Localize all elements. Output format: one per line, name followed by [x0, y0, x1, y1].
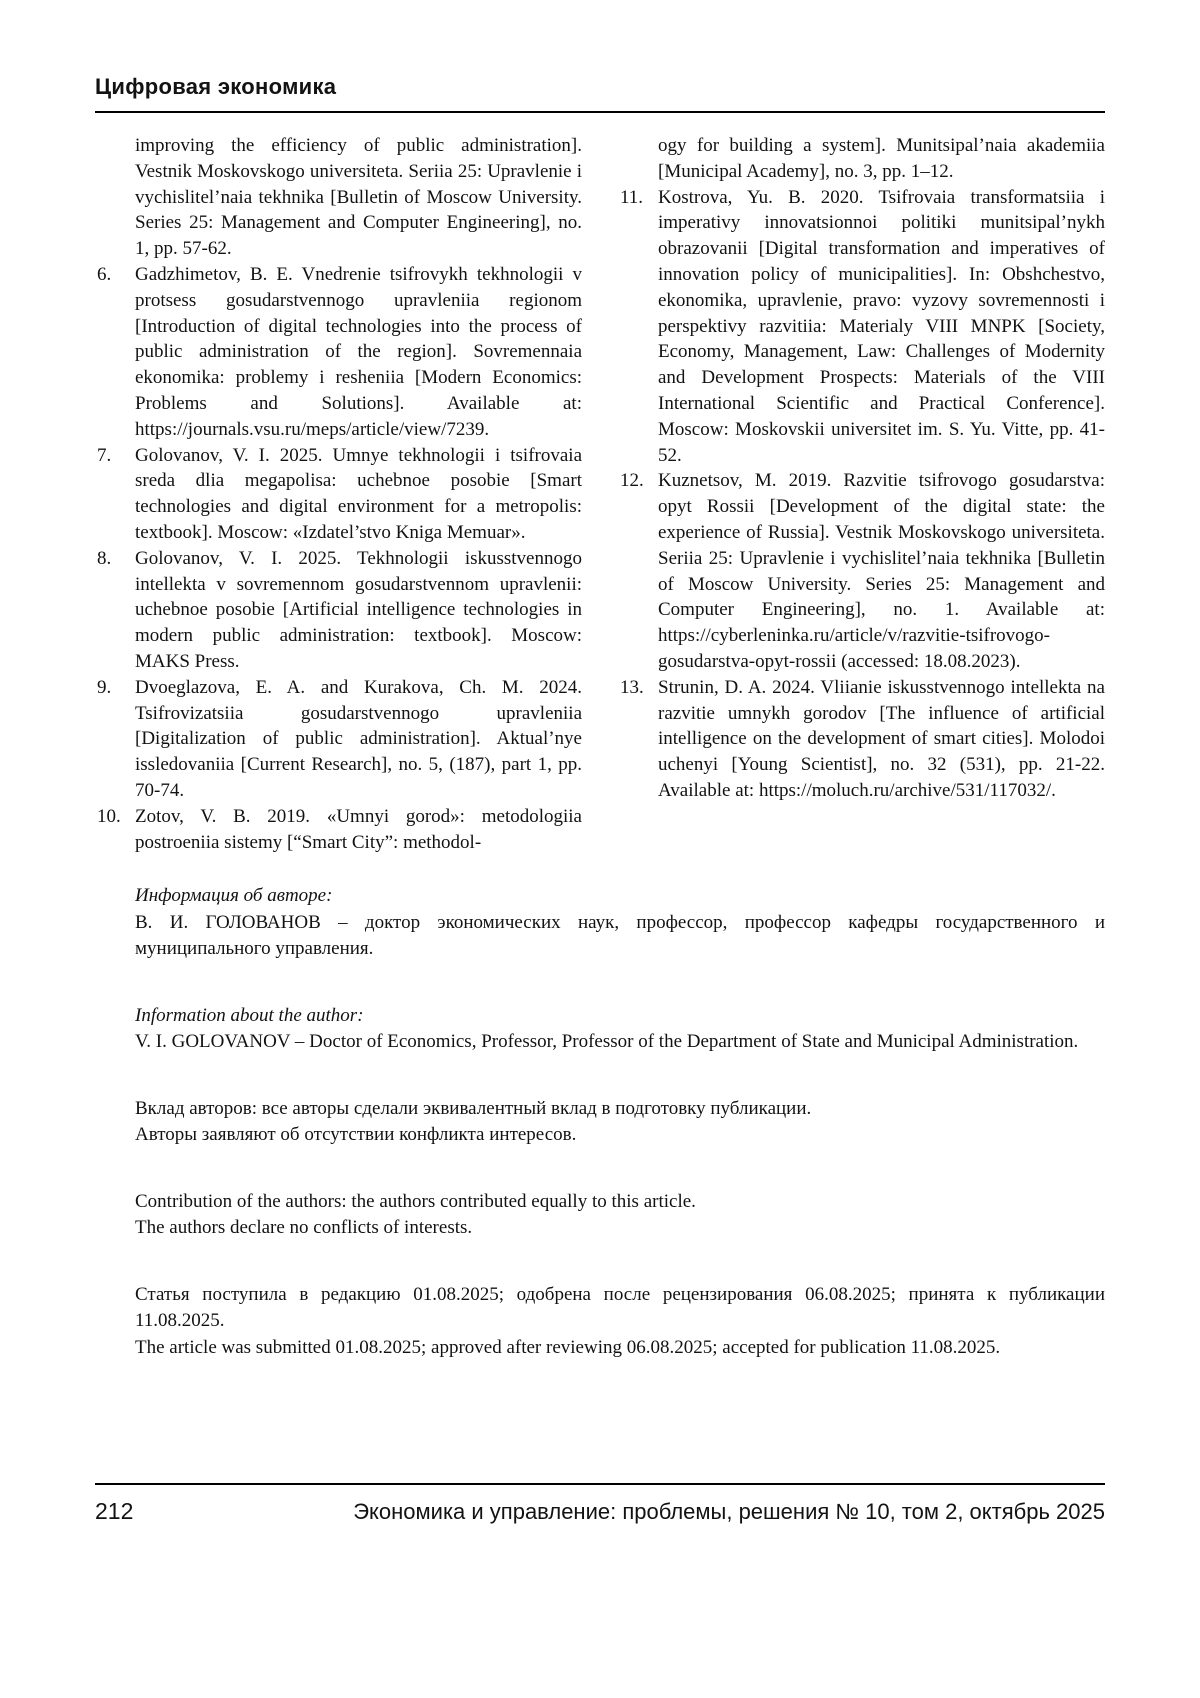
reference-text: Gadzhimetov, B. E. Vnedrenie tsifrovykh tekhnologii v protsess gosudarstvennogo upravleniia regionom [Introduction of digital technologies into the process of public administration of the region]. Sovremennaia ekonomika: problemy i resheniia [Modern Economics: Problems and Solutions]. Available at: https://journals.vsu.ru/meps/article/view/7239.: [135, 263, 582, 440]
reference-item-9: [95, 675, 582, 804]
reference-item-10: [95, 804, 582, 856]
page-header: [95, 74, 1105, 113]
reference-continuation: [95, 133, 582, 262]
reference-item-8: [95, 546, 582, 675]
references-column-right: [618, 133, 1105, 855]
reference-text: ogy for building a system]. Munitsipal’naia akademiia [Municipal Academy], no. 3, pp. 1–12.: [658, 135, 1105, 182]
author-info-ru-text: В. И. ГОЛОВАНОВ – доктор экономических наук, профессор, профессор кафедры государственного и муниципального управления.: [135, 911, 1105, 960]
page-content: [95, 133, 1105, 1361]
contribution-ru-line2: Авторы заявляют об отсутствии конфликта интересов.: [135, 1124, 577, 1146]
contribution-ru: [135, 1096, 1105, 1149]
references-section: [95, 133, 1105, 855]
journal-title-line: Экономика и управление: проблемы, решения № 10, том 2, октябрь 2025: [353, 1499, 1105, 1524]
reference-item-7: [95, 443, 582, 546]
reference-number: 8.: [97, 547, 112, 569]
reference-number: 12.: [620, 470, 644, 492]
article-dates-en: The article was submitted 01.08.2025; approved after reviewing 06.08.2025; accepted for publication 11.08.2025.: [135, 1336, 1001, 1358]
reference-number: 7.: [97, 444, 112, 466]
page-number: 212: [95, 1498, 134, 1524]
article-dates: [135, 1282, 1105, 1362]
reference-item-11: [618, 185, 1105, 469]
reference-text: Strunin, D. A. 2024. Vliianie iskusstvennogo intellekta na razvitie umnykh gorodov [The influence of artificial intelligence on the development of smart cities]. Molodoi uchenyi [Young Scientist], no. 32 (531), pp. 21-22. Available at: https://moluch.ru/archive/531/117032/.: [658, 676, 1105, 801]
contribution-en-line1: Contribution of the authors: the authors contributed equally to this article.: [135, 1190, 696, 1212]
reference-item-13: [618, 675, 1105, 804]
article-dates-ru: Статья поступила в редакцию 01.08.2025; одобрена после рецензирования 06.08.2025; принята к публикации 11.08.2025.: [135, 1283, 1105, 1332]
reference-text: Kuznetsov, M. 2019. Razvitie tsifrovogo gosudarstva: opyt Rossii [Development of the digital state: the experience of Russia]. Vestnik Moskovskogo universiteta. Seriia 25: Upravlenie i vychislitel’naia tekhnika [Bulletin of Moscow University. Series 25: Management and Computer Engineering], no. 1. Available at: https://cyberleninka.ru/article/v/razvitie-tsifrovogo-gosudarstva-opyt-rossii (accessed: 18.08.2023).: [658, 470, 1105, 672]
reference-number: 9.: [97, 676, 112, 698]
reference-text: Golovanov, V. I. 2025. Tekhnologii iskusstvennogo intellekta v sovremennom gosudarstvennom upravlenii: uchebnoe posobie [Artificial intelligence technologies in modern public administration: textbook]. Moscow: MAKS Press.: [135, 547, 582, 672]
reference-number: 6.: [97, 263, 112, 285]
reference-text: Zotov, V. B. 2019. «Umnyi gorod»: metodologiia postroeniia sistemy [“Smart City”: methodol-: [135, 805, 582, 853]
author-info-en: [135, 1003, 1105, 1056]
reference-text: Golovanov, V. I. 2025. Umnye tekhnologii i tsifrovaia sreda dlia megapolisa: uchebnoe posobie [Smart technologies and digital environment for a metropolis: textbook]. Moscow: «Izdatel’stvo Kniga Memuar».: [135, 444, 582, 543]
references-column-left: [95, 133, 582, 855]
reference-text: improving the efficiency of public administration]. Vestnik Moskovskogo universiteta. Seriia 25: Upravlenie i vychislitel’naia tekhnika [Bulletin of Moscow University. Series 25: Management and Computer Engineering], no. 1, pp. 57-62.: [135, 135, 582, 260]
author-info-en-text: V. I. GOLOVANOV – Doctor of Economics, Professor, Professor of the Department of State and Municipal Administration.: [135, 1031, 1079, 1053]
author-info-ru-heading: Информация об авторе:: [135, 885, 333, 907]
page-footer: [95, 1483, 1105, 1525]
contribution-en: [135, 1189, 1105, 1242]
reference-text: Kostrova, Yu. B. 2020. Tsifrovaia transformatsiia i imperativy innovatsionnoi politiki munitsipal’nykh obrazovanii [Digital transformation and imperatives of innovation policy of municipalities]. In: Obshchestvo, ekonomika, upravlenie, pravo: vyzovy sovremennosti i perspektivy razvitiia: Materialy VIII MNPK [Society, Economy, Management, Law: Challenges of Modernity and Development Prospects: Materials of the VIII International Scientific and Practical Conference]. Moscow: Moskovskii universitet im. S. Yu. Vitte, pp. 41-52.: [658, 186, 1105, 466]
running-head: Цифровая экономика: [95, 74, 337, 99]
reference-item-12: [618, 468, 1105, 674]
author-info-ru: [135, 883, 1105, 963]
reference-number: 13.: [620, 676, 644, 698]
reference-text: Dvoeglazova, E. A. and Kurakova, Ch. M. 2024. Tsifrovizatsiia gosudarstvennogo upravleniia [Digitalization of public administration]. Aktual’nye issledovaniia [Current Research], no. 5, (187), part 1, pp. 70-74.: [135, 676, 582, 801]
reference-continuation: [618, 133, 1105, 185]
author-info-en-heading: Information about the author:: [135, 1004, 364, 1026]
contribution-en-line2: The authors declare no conflicts of interests.: [135, 1217, 473, 1239]
contribution-ru-line1: Вклад авторов: все авторы сделали эквивалентный вклад в подготовку публикации.: [135, 1097, 812, 1119]
reference-item-6: [95, 262, 582, 443]
reference-number: 10.: [97, 805, 121, 827]
header-rule: [95, 111, 1105, 113]
reference-number: 11.: [620, 186, 644, 208]
